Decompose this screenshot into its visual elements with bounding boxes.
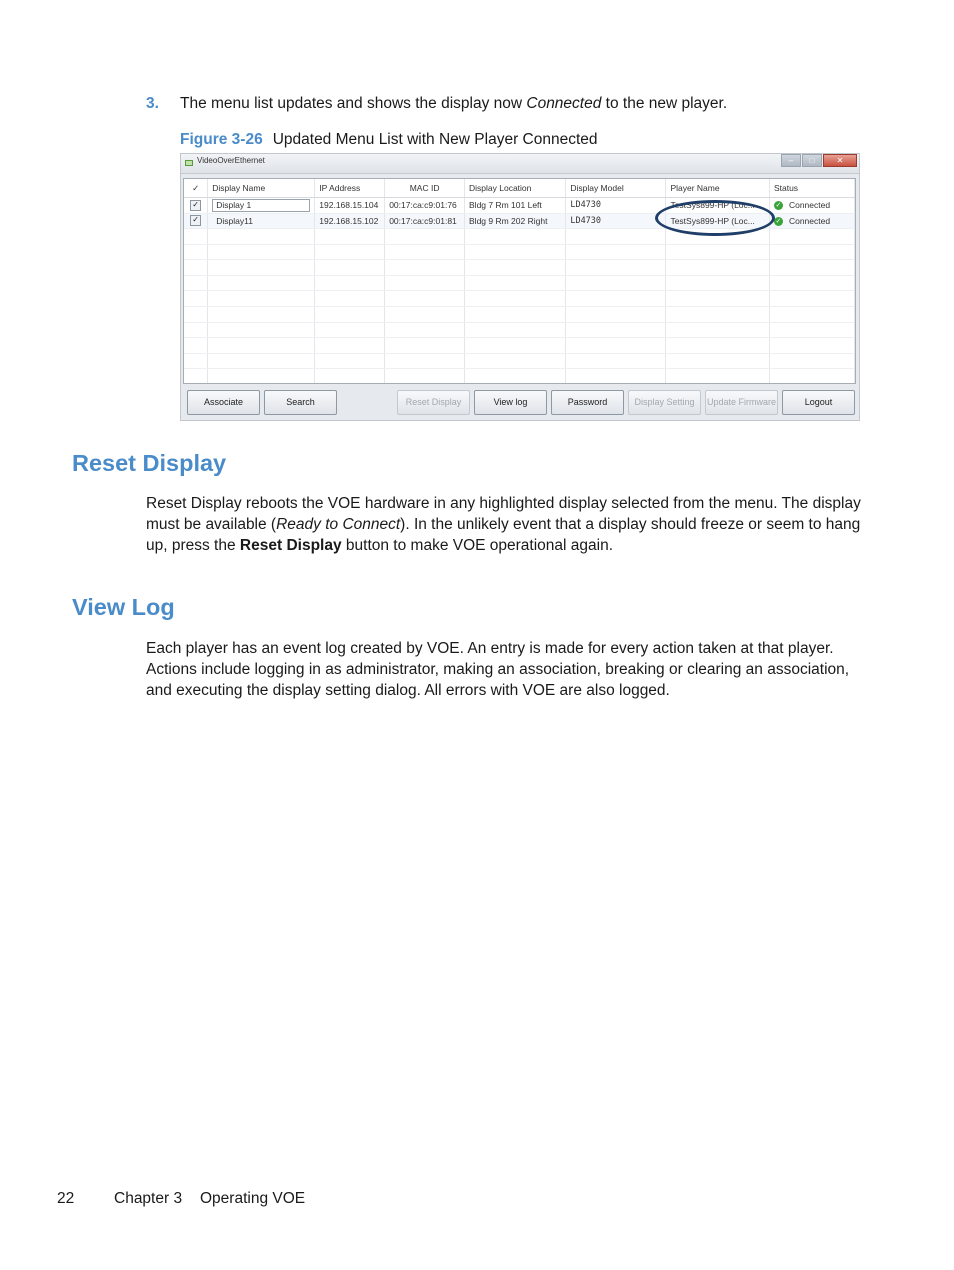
empty-row [184,338,855,354]
view-log-paragraph: Each player has an event log created by VOE. An entry is made for every action taken at that player. Actions include logging in as administrator, making an association, breaking or clearing an association, and executing the display setting dialog. All errors with VOE are also logged. [146,640,850,699]
status-cell [769,213,854,229]
reset-display-paragraph [146,493,871,556]
status-text: Connected [788,215,831,226]
col-display-location[interactable]: Display Location [465,179,566,198]
reset-display-text-2: ). In the unlikely event that a display should freeze or seem to hang up, press the [146,516,861,554]
app-icon [184,158,194,168]
row-checkbox[interactable]: ✓ [190,215,201,226]
location-cell: Bldg 9 Rm 202 Right [465,213,566,229]
footer-chapter: Chapter 3 [114,1190,183,1207]
player-cell: TestSys899-HP (Loc... [666,213,770,229]
reset-display-button[interactable]: Reset Display [397,390,470,415]
reset-display-text-3: button to make VOE operational again. [341,537,614,554]
empty-row [184,275,855,291]
mac-cell: 00:17:ca:c9:01:76 [385,198,465,214]
step-number: 3. [146,95,159,112]
reset-display-text-1: Reset Display reboots the VOE hardware in any highlighted display selected from the menu. The display must be available ( [146,495,861,533]
minimize-icon[interactable]: – [781,154,801,167]
voe-window-screenshot [180,153,860,421]
player-cell: TestSys899-HP (Loc... [666,198,770,214]
window-title: VideoOverEthernet [197,156,265,165]
model-cell: LD4730 [566,198,666,214]
empty-row [184,322,855,338]
col-check[interactable]: ✓ [184,179,208,198]
reset-display-bold: Reset Display [239,537,342,554]
col-status[interactable]: Status [769,179,854,198]
logout-button[interactable]: Logout [782,390,855,415]
empty-row [184,244,855,260]
col-display-name[interactable]: Display Name [208,179,315,198]
window-controls [780,154,857,168]
col-display-model[interactable]: Display Model [566,179,666,198]
model-cell: LD4730 [566,213,666,229]
location-cell: Bldg 7 Rm 101 Left [465,198,566,214]
player-name-highlight-ellipse [655,200,775,236]
empty-row [184,291,855,307]
view-log-button[interactable]: View log [474,390,547,415]
status-cell [769,198,854,214]
col-mac-id[interactable]: MAC ID [385,179,465,198]
figure-caption [180,130,598,150]
display-name-cell: Display11 [208,213,315,229]
associate-button[interactable]: Associate [187,390,260,415]
ip-cell: 192.168.15.104 [315,198,385,214]
window-titlebar [181,154,859,174]
table-header-row [184,179,855,198]
display-name-field[interactable]: Display 1 [212,199,310,212]
button-row [186,390,856,416]
display-setting-button[interactable]: Display Setting [628,390,701,415]
status-text: Connected [788,200,831,211]
row-checkbox[interactable]: ✓ [190,200,201,211]
search-button[interactable]: Search [264,390,337,415]
reset-display-heading: Reset Display [72,450,227,476]
figure-title: Updated Menu List with New Player Connected [272,131,598,148]
update-firmware-button[interactable]: Update Firmware [705,390,778,415]
empty-row [184,306,855,322]
maximize-icon[interactable]: □ [802,154,822,167]
empty-row [184,260,855,276]
step-text-italic: Connected [526,95,602,112]
close-icon[interactable]: ✕ [823,154,857,167]
empty-row [184,353,855,369]
step-text-after: to the new player. [601,95,728,112]
page-number: 22 [57,1190,75,1207]
ip-cell: 192.168.15.102 [315,213,385,229]
view-log-heading: View Log [72,594,175,620]
reset-display-italic: Ready to Connect [276,516,401,533]
mac-cell: 00:17:ca:c9:01:81 [385,213,465,229]
password-button[interactable]: Password [551,390,624,415]
col-ip-address[interactable]: IP Address [315,179,385,198]
footer-chapter-title: Operating VOE [200,1190,306,1207]
figure-label: Figure 3-26 [180,131,263,148]
check-circle-icon: ✓ [775,217,782,225]
step-3 [146,94,727,114]
step-text-before: The menu list updates and shows the display now [180,95,527,112]
empty-row [184,369,855,384]
col-player-name[interactable]: Player Name [666,179,770,198]
check-circle-icon: ✓ [775,202,782,210]
